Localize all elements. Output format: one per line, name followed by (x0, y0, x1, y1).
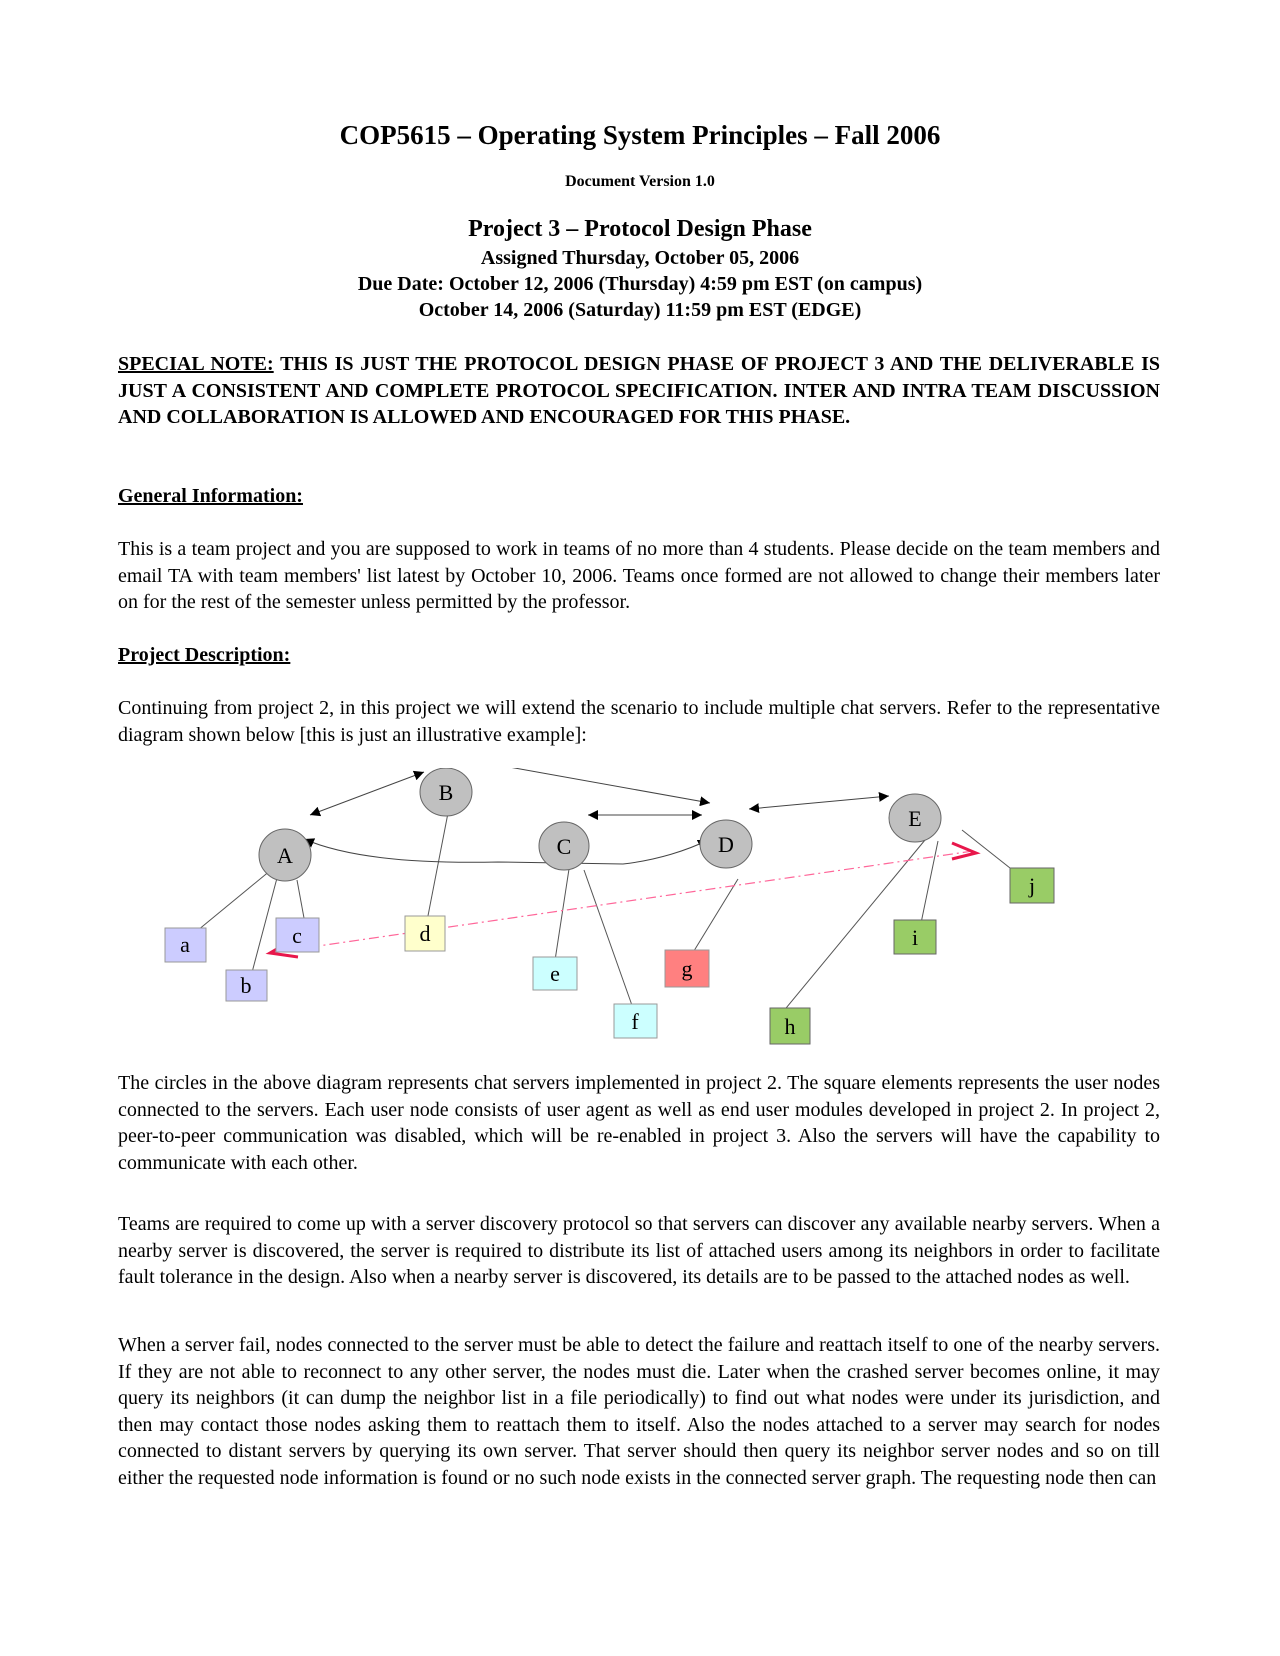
special-note-label: SPECIAL NOTE: (118, 353, 274, 375)
assigned-date: Assigned Thursday, October 05, 2006 (480, 247, 800, 269)
user-d-label: d (419, 921, 431, 946)
project-description-heading: Project Description: (118, 644, 291, 666)
user-e (533, 957, 577, 990)
link-c-A (297, 880, 304, 918)
user-i-label: i (911, 925, 919, 950)
user-a (165, 928, 206, 962)
general-info-heading: General Information: (118, 485, 303, 507)
user-f-label: f (631, 1009, 639, 1034)
peer-link (270, 843, 976, 957)
link-g-D (689, 879, 738, 959)
server-D (700, 820, 752, 868)
special-note-text: THIS IS JUST THE PROTOCOL DESIGN PHASE OF PROJECT 3 AND THE DELIVERABLE IS JUST A CONSISTENT AND COMPLETE PROTOCOL SPECIFICATION. INTER AND INTRA TEAM DISCUSSION AND COLLABORATION IS ALLOWED AND ENCOURAGED FOR THIS PHASE. (118, 353, 1160, 428)
server-links (304, 768, 889, 864)
peer-link-b-j (270, 851, 973, 953)
peer-arrow-j (952, 843, 976, 859)
user-links (192, 813, 1010, 1019)
due-date-campus: Due Date: October 12, 2006 (Thursday) 4:59 pm EST (on campus) (357, 273, 923, 295)
link-D-E (749, 796, 889, 809)
server-A (259, 829, 311, 881)
user-c (276, 918, 319, 952)
user-c-label: c (292, 923, 302, 948)
document-version: Document Version 1.0 (565, 173, 715, 190)
user-h-label: h (784, 1014, 796, 1039)
user-b-label: b (240, 973, 252, 998)
user-b (226, 970, 267, 1001)
server-A-label: A (277, 843, 293, 868)
user-i (894, 920, 936, 954)
user-j-label: j (1028, 873, 1036, 898)
link-i-E (920, 841, 938, 928)
server-C (539, 822, 589, 870)
server-E-label: E (908, 806, 922, 831)
diagram-explanation: The circles in the above diagram represents chat servers implemented in project 2. The square elements represents the user nodes connected to the servers. Each user node consists of user agent as well as end user modules developed in project 2. In project 2, peer-to-peer communication was disabled, which will be re-enabled in project 3. Also the servers will have the capability to communicate with each other. (118, 1072, 1160, 1174)
user-h (770, 1008, 810, 1044)
project-title: Project 3 – Protocol Design Phase (468, 216, 812, 242)
server-failure-text: When a server fail, nodes connected to the server must be able to detect the failure and reattach itself to one of the nearby servers. If they are not able to reconnect to any other server, the nodes must die. Later when the crashed server becomes online, it may query its neighbors (it can dump the neighbor list in a file periodically) to find out what nodes were under its jurisdiction, and then may contact those nodes asking them to reattach them to itself. Also the nodes attached to a server may search for nodes connected to distant servers by querying its own server. That server should then query its neighbor server nodes and so on till either the requested node information is found or no such node exists in the connected server graph. The requesting node then can (118, 1334, 1160, 1489)
server-B-label: B (438, 780, 454, 805)
user-a-label: a (180, 932, 190, 957)
network-diagram (118, 768, 1160, 1070)
link-B-D (470, 768, 710, 803)
users (165, 868, 1054, 1044)
general-info-text: This is a team project and you are supposed to work in teams of no more than 4 students. Please decide on the team members and email TA with team members' list latest by October 10, 2006. Teams once formed are not allowed to change their members later on for the rest of the semester unless permitted by the professor. (118, 538, 1160, 613)
user-d (405, 916, 445, 951)
link-f-C (584, 870, 634, 1011)
server-B (420, 768, 472, 816)
link-A-B (310, 772, 424, 815)
link-b-A (250, 878, 277, 980)
user-e-label: e (550, 961, 560, 986)
user-g-label: g (681, 956, 693, 981)
special-note (118, 351, 1160, 431)
due-date-edge: October 14, 2006 (Saturday) 11:59 pm EST (EDGE) (418, 299, 862, 321)
link-a-A (192, 870, 271, 935)
link-d-B (426, 813, 448, 926)
server-C-label: C (556, 834, 572, 859)
project-description-intro: Continuing from project 2, in this project we will extend the scenario to include multiple chat servers. Refer to the representative diagram shown below [this is just an illustrative example]: (118, 697, 1160, 746)
user-g (665, 950, 709, 987)
user-j (1010, 868, 1054, 903)
server-D-label: D (718, 832, 734, 857)
user-f (614, 1004, 657, 1038)
server-E (889, 794, 941, 842)
course-title: COP5615 – Operating System Principles – Fall 2006 (339, 120, 941, 150)
link-A-D (304, 839, 708, 864)
link-e-C (554, 869, 569, 967)
server-discovery-text: Teams are required to come up with a server discovery protocol so that servers can discover any available nearby servers. When a nearby server is discovered, the server is required to distribute its list of attached users among its neighbors in order to facilitate fault tolerance in the design. Also when a nearby server is discovered, its details are to be passed to the attached nodes as well. (118, 1213, 1160, 1288)
